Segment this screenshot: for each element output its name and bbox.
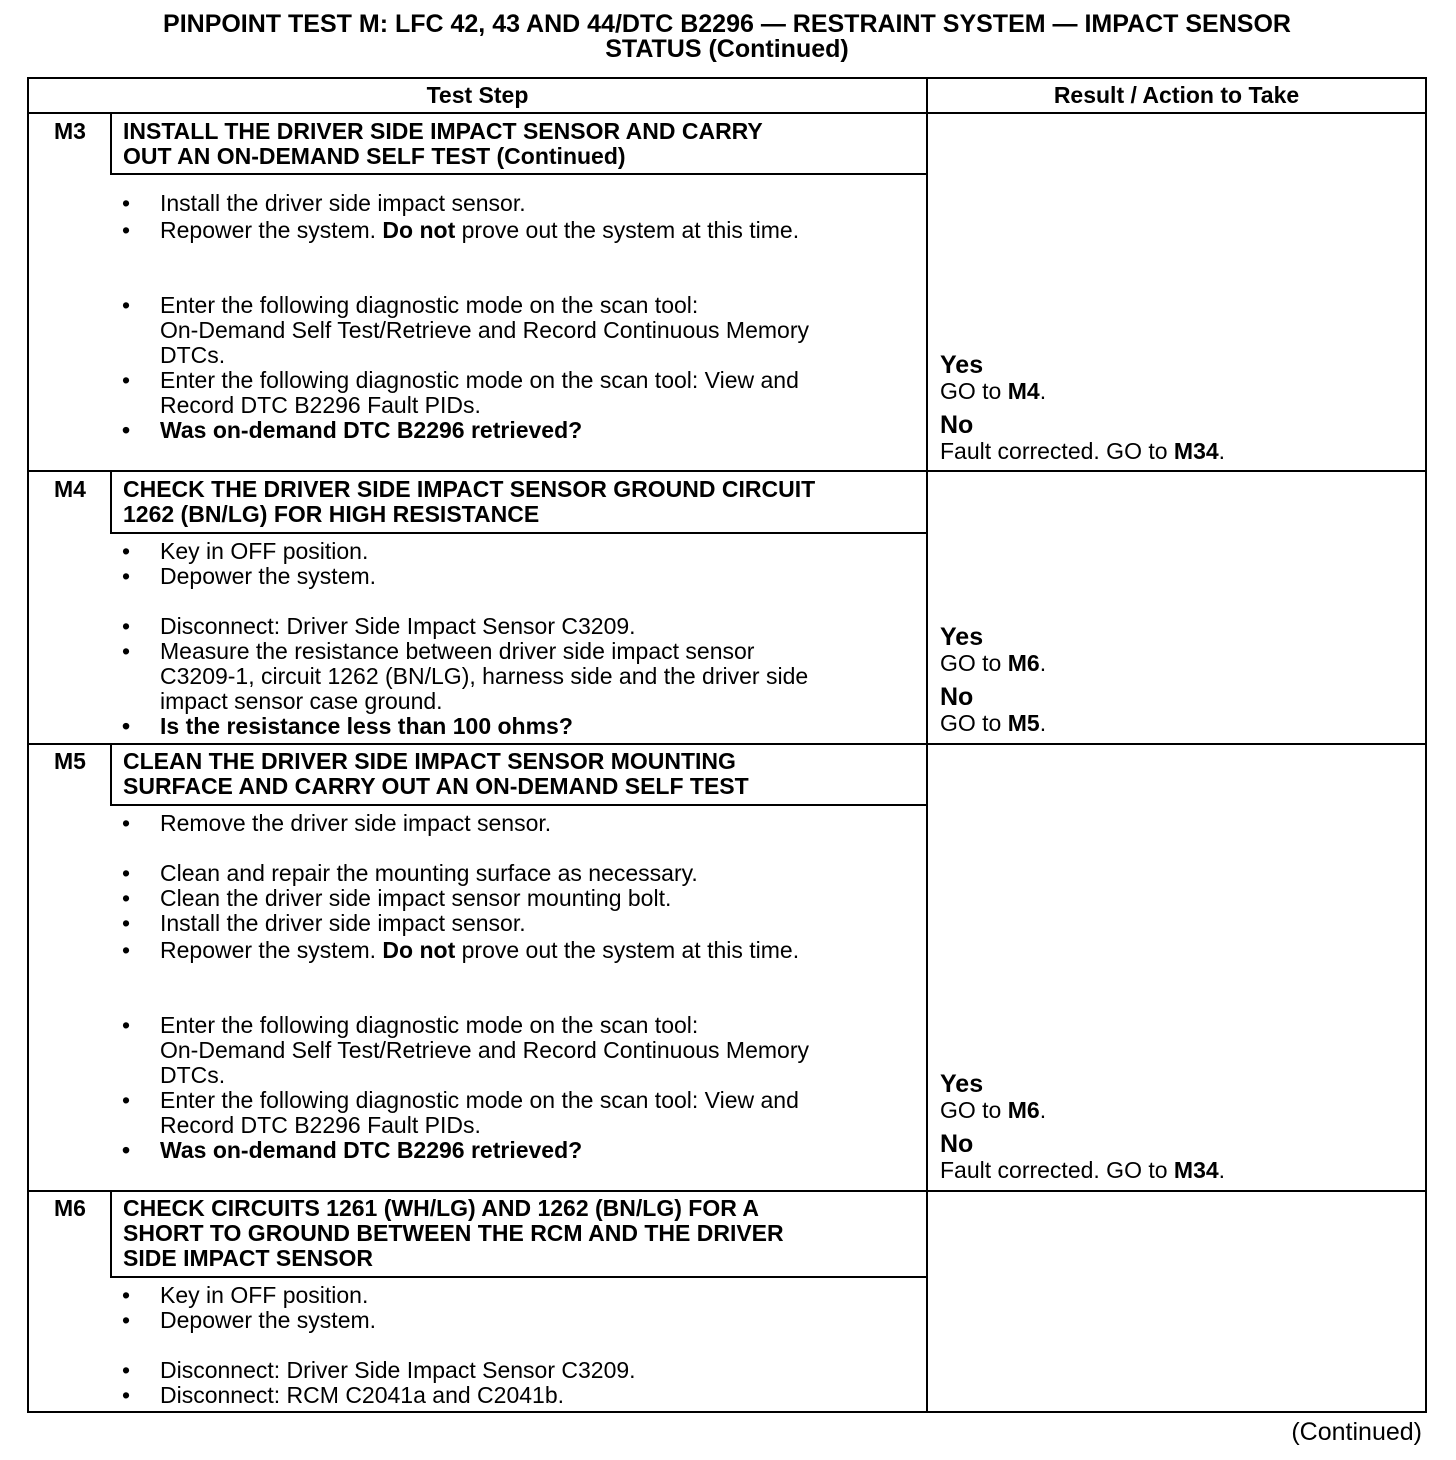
result-yes-label: Yes xyxy=(940,1070,984,1098)
result-no-action: Fault corrected. GO to M34. xyxy=(940,438,1226,464)
step-heading-line: INSTALL THE DRIVER SIDE IMPACT SENSOR AND CARRY xyxy=(123,118,763,144)
list-item: • Remove the driver side impact sensor. xyxy=(122,811,551,836)
step-heading-line: CHECK THE DRIVER SIDE IMPACT SENSOR GROUND CIRCUIT xyxy=(123,476,816,502)
list-item: • Measure the resistance between driver side impact sensor C3209-1, circuit 1262 (BN/LG), harness side and the driver side impact sensor case ground. xyxy=(122,639,808,714)
step-heading-rule xyxy=(110,1276,927,1278)
result-no-action: Fault corrected. GO to M34. xyxy=(940,1157,1226,1183)
step-separator xyxy=(27,743,1427,745)
list-item: • Depower the system. xyxy=(122,564,376,589)
header-bottom-rule xyxy=(27,112,1427,114)
list-item: • Repower the system. Do not prove out the system at this time. xyxy=(122,218,799,243)
title-line-1: PINPOINT TEST M: LFC 42, 43 AND 44/DTC B2296 — RESTRAINT SYSTEM — IMPACT SENSOR xyxy=(163,10,1291,38)
step-separator xyxy=(27,1190,1427,1192)
list-item: • Enter the following diagnostic mode on the scan tool: View and Record DTC B2296 Fault PIDs. xyxy=(122,368,799,418)
list-item: • Install the driver side impact sensor. xyxy=(122,191,526,216)
list-item: • Enter the following diagnostic mode on the scan tool: View and Record DTC B2296 Fault PIDs. xyxy=(122,1088,799,1138)
result-yes-action: GO to M6. xyxy=(940,650,1047,676)
list-item: • Clean and repair the mounting surface as necessary. xyxy=(122,861,698,886)
result-action xyxy=(940,1071,1225,1183)
step-heading-line: SIDE IMPACT SENSOR xyxy=(123,1245,374,1271)
result-no-label: No xyxy=(940,683,974,711)
column-divider-result xyxy=(926,77,928,1413)
result-no-action: GO to M5. xyxy=(940,710,1047,736)
step-id: M4 xyxy=(54,476,86,502)
list-item: • Key in OFF position. xyxy=(122,1283,368,1308)
list-item: • Depower the system. xyxy=(122,1308,376,1333)
column-header-result: Result / Action to Take xyxy=(1053,82,1300,108)
step-heading xyxy=(123,477,815,527)
step-separator xyxy=(27,470,1427,472)
step-id: M6 xyxy=(54,1195,86,1221)
list-item: • Is the resistance less than 100 ohms? xyxy=(122,714,573,739)
list-item: • Enter the following diagnostic mode on the scan tool: On-Demand Self Test/Retrieve and Record Continuous Memory DTCs. xyxy=(122,293,809,368)
step-id: M5 xyxy=(54,748,86,774)
step-heading-rule xyxy=(110,532,927,534)
result-no-label: No xyxy=(940,1130,974,1158)
continued-note: (Continued) xyxy=(1291,1418,1422,1446)
step-heading-line: OUT AN ON-DEMAND SELF TEST (Continued) xyxy=(123,143,626,169)
step-heading-line: 1262 (BN/LG) FOR HIGH RESISTANCE xyxy=(123,501,540,527)
list-item: • Install the driver side impact sensor. xyxy=(122,911,526,936)
result-action xyxy=(940,352,1225,464)
step-heading-line: CHECK CIRCUITS 1261 (WH/LG) AND 1262 (BN/LG) FOR A xyxy=(123,1195,759,1221)
step-heading xyxy=(123,119,763,169)
page-title xyxy=(27,12,1427,62)
result-action xyxy=(940,624,1046,736)
list-item: • Disconnect: Driver Side Impact Sensor C3209. xyxy=(122,614,636,639)
result-no-label: No xyxy=(940,411,974,439)
result-yes-action: GO to M4. xyxy=(940,378,1047,404)
list-item: • Disconnect: Driver Side Impact Sensor C3209. xyxy=(122,1358,636,1383)
step-heading-rule xyxy=(110,173,927,175)
result-yes-action: GO to M6. xyxy=(940,1097,1047,1123)
list-item: • Repower the system. Do not prove out the system at this time. xyxy=(122,938,799,963)
list-item: • Was on-demand DTC B2296 retrieved? xyxy=(122,1138,582,1163)
step-heading-line: SHORT TO GROUND BETWEEN THE RCM AND THE DRIVER xyxy=(123,1220,784,1246)
list-item: • Disconnect: RCM C2041a and C2041b. xyxy=(122,1383,564,1408)
step-heading xyxy=(123,749,749,799)
result-yes-label: Yes xyxy=(940,623,984,651)
step-id: M3 xyxy=(54,118,86,144)
step-heading-rule xyxy=(110,804,927,806)
column-header-test-step: Test Step xyxy=(426,82,529,108)
title-line-2: STATUS (Continued) xyxy=(605,35,849,63)
result-yes-label: Yes xyxy=(940,351,984,379)
step-heading-line: SURFACE AND CARRY OUT AN ON-DEMAND SELF TEST xyxy=(123,773,749,799)
list-item: • Clean the driver side impact sensor mounting bolt. xyxy=(122,886,671,911)
list-item: • Enter the following diagnostic mode on the scan tool: On-Demand Self Test/Retrieve and Record Continuous Memory DTCs. xyxy=(122,1013,809,1088)
step-heading-line: CLEAN THE DRIVER SIDE IMPACT SENSOR MOUNTING xyxy=(123,748,736,774)
step-heading xyxy=(123,1196,784,1271)
list-item: • Key in OFF position. xyxy=(122,539,368,564)
list-item: • Was on-demand DTC B2296 retrieved? xyxy=(122,418,582,443)
